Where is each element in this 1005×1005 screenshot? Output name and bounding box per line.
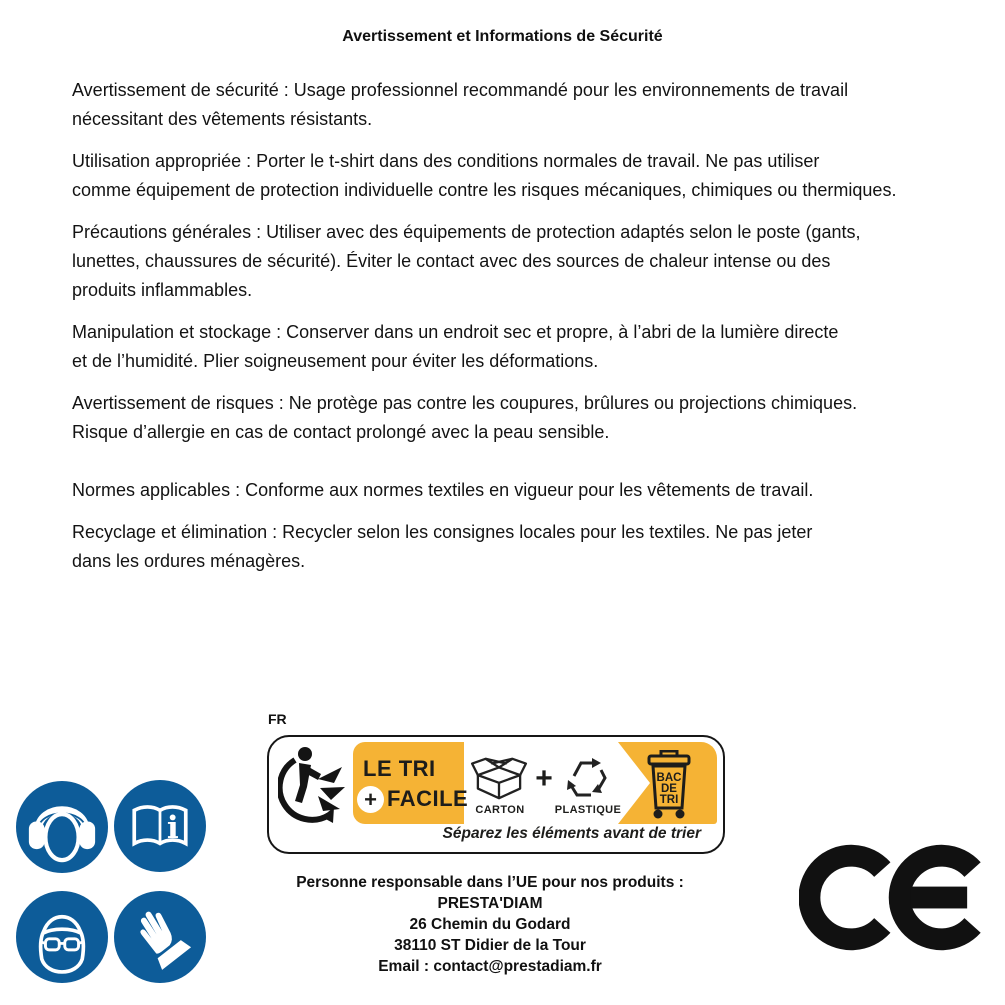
gloves-icon [114, 891, 206, 983]
address-line: Personne responsable dans l’UE pour nos produits : [296, 874, 684, 891]
bin-text-line: TRI [659, 794, 679, 806]
carton-box-icon [470, 754, 528, 802]
text-line: Manipulation et stockage : Conserver dans un endroit sec et propre, à l’abri de la lumière directe [72, 322, 839, 342]
fr-country-code: FR [268, 711, 287, 727]
text-line: Précautions générales : Utiliser avec des équipements de protection adaptés selon le poste (gants, [72, 222, 861, 242]
responsible-person-block [273, 872, 707, 977]
address-line: 26 Chemin du Godard [409, 916, 571, 933]
page-title: Avertissement et Informations de Sécurité [342, 28, 663, 45]
text-line: dans les ordures ménagères. [72, 551, 306, 571]
address-line: Email : contact@prestadiam.fr [378, 958, 602, 975]
paragraph-manipulation-stockage [72, 318, 1000, 376]
read-manual-icon [114, 780, 206, 872]
text-line: Avertissement de sécurité : Usage professionnel recommandé pour les environnements de travail [72, 80, 849, 100]
paragraph-utilisation-appropriee [72, 147, 1000, 205]
address-line: PRESTA'DIAM [437, 895, 543, 912]
eye-protection-icon [16, 891, 108, 983]
text-line: lunettes, chaussures de sécurité). Éviter le contact avec des sources de chaleur intense ou des [72, 251, 831, 271]
plus-glyph: + [364, 787, 377, 812]
body-text [72, 76, 1000, 589]
text-line: produits inflammables. [72, 280, 253, 300]
text-line: Utilisation appropriée : Porter le t-shirt dans des conditions normales de travail. Ne pas utiliser [72, 151, 820, 171]
svg-text:i: i [166, 809, 179, 846]
paragraph-avertissement-risques [72, 389, 1000, 447]
text-line: nécessitant des vêtements résistants. [72, 109, 373, 129]
text-line: Normes applicables : Conforme aux normes textiles en vigueur pour les vêtements de travail. [72, 480, 814, 500]
triman-sorting-label [267, 735, 725, 854]
carton-label: CARTON [475, 804, 525, 816]
bin-text-line: BAC [656, 772, 682, 784]
plastic-recycling-icon [564, 757, 610, 801]
paragraph-recyclage-elimination [72, 518, 1000, 576]
triman-icon [278, 745, 346, 825]
sorting-tagline: Séparez les éléments avant de trier [442, 825, 701, 842]
text-line: comme équipement de protection individuelle contre les risques mécaniques, chimiques ou thermiques. [72, 180, 897, 200]
sorting-ribbon [353, 742, 717, 824]
paragraph-normes-applicables [72, 476, 1000, 505]
text-line: Recyclage et élimination : Recycler selon les consignes locales pour les textiles. Ne pas jeter [72, 522, 813, 542]
ce-mark [799, 842, 989, 954]
text-line: et de l’humidité. Plier soigneusement pour éviter les déformations. [72, 351, 599, 371]
plus-separator: + [535, 762, 553, 795]
waste-bin-icon [645, 750, 693, 820]
paragraph-precautions-generales [72, 218, 1000, 305]
paragraph-avertissement-securite [72, 76, 1000, 134]
bin-text-line: DE [661, 783, 677, 795]
text-line: Risque d’allergie en cas de contact prolongé avec la peau sensible. [72, 422, 610, 442]
sorting-headline-2: FACILE [387, 786, 469, 811]
ear-protection-icon [16, 781, 108, 873]
plus-icon [357, 786, 384, 813]
plastique-label: PLASTIQUE [554, 804, 622, 816]
address-line: 38110 ST Didier de la Tour [394, 937, 586, 954]
sorting-headline: LE TRI [363, 756, 436, 781]
text-line: Avertissement de risques : Ne protège pas contre les coupures, brûlures ou projections chimiques. [72, 393, 858, 413]
